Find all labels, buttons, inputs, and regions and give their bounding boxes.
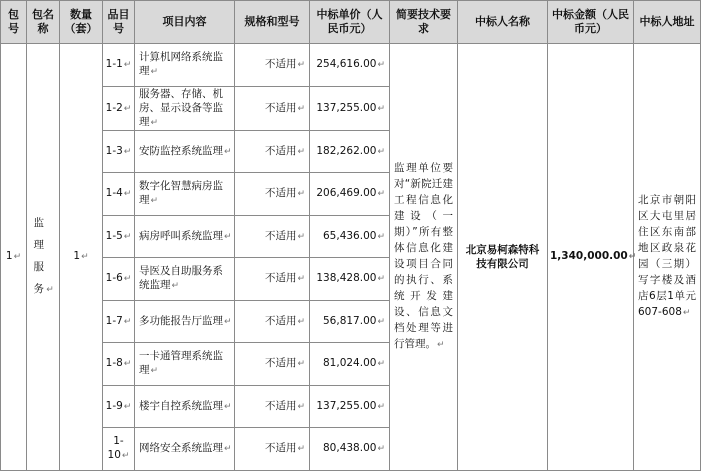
item-content-cell [135, 173, 235, 216]
cell-mark: ↵ [121, 451, 130, 462]
cell-mark: ↵ [297, 316, 305, 327]
cell-mark: ↵ [123, 359, 132, 370]
cell-mark: ↵ [377, 359, 385, 370]
tech-req-cell [390, 44, 458, 471]
cell-mark: ↵ [297, 103, 305, 114]
item-price: 56,817.00 [323, 314, 377, 327]
winner-name-cell [458, 44, 548, 471]
header-item-content: 项目内容 [135, 1, 235, 44]
item-content-cell [135, 86, 235, 130]
cell-mark: ↵ [377, 146, 385, 157]
cell-mark: ↵ [224, 316, 232, 327]
cell-mark: ↵ [123, 60, 132, 71]
cell-mark: ↵ [150, 117, 159, 128]
package-name-cell [27, 44, 60, 471]
price-cell [310, 343, 390, 386]
header-quantity: 数量（套） [60, 1, 103, 44]
item-no: 1-8 [105, 357, 123, 370]
winner-address: 北京市朝阳区大屯里居住区东南部地区政泉花园（三期）写字楼及酒店6层1单元607-608 [638, 194, 696, 319]
cell-mark: ↵ [377, 274, 385, 285]
cell-mark: ↵ [123, 189, 132, 200]
cell-mark: ↵ [377, 444, 385, 455]
winner-address-cell [634, 44, 701, 471]
cell-mark: ↵ [123, 316, 132, 327]
header-winner-address: 中标人地址 [634, 1, 701, 44]
item-spec: 不适用 [264, 357, 297, 370]
item-content-cell [135, 385, 235, 428]
header-unit-price: 中标单价（人民币元） [310, 1, 390, 44]
spec-cell [235, 86, 310, 130]
item-content: 一卡通管理系统监理 [139, 350, 223, 377]
item-no: 1-6 [105, 272, 123, 285]
item-content: 导医及自助服务系统监理 [139, 265, 223, 292]
price-cell [310, 86, 390, 130]
item-no-cell [103, 173, 135, 216]
header-amount: 中标金额（人民币元） [548, 1, 634, 44]
cell-mark: ↵ [123, 401, 132, 412]
item-no: 1-1 [105, 58, 123, 71]
cell-mark: ↵ [224, 146, 232, 157]
cell-mark: ↵ [123, 231, 132, 242]
package-no-cell [1, 44, 27, 471]
item-spec: 不适用 [264, 187, 297, 200]
tech-req: 监理单位要对“新院迁建工程信息化建设（一期）”所有整体信息化建设项目合同的执行、系统开发建设、信息文档处理等进行管理。 [394, 162, 453, 351]
item-price: 138,428.00 [316, 272, 377, 285]
item-spec: 不适用 [264, 272, 297, 285]
item-content-cell [135, 343, 235, 386]
price-cell [310, 428, 390, 471]
package-no: 1 [5, 250, 13, 263]
item-no: 1-4 [105, 187, 123, 200]
item-price: 182,262.00 [316, 144, 377, 157]
spec-cell [235, 130, 310, 173]
item-content: 网络安全系统监理 [139, 442, 223, 455]
cell-mark: ↵ [377, 103, 385, 114]
item-no: 1-2 [105, 101, 123, 114]
cell-mark: ↵ [123, 274, 132, 285]
item-no-cell [103, 130, 135, 173]
item-content: 楼宇自控系统监理 [139, 399, 223, 412]
item-no-cell [103, 44, 135, 87]
item-no-cell [103, 343, 135, 386]
item-price: 254,616.00 [316, 58, 377, 71]
quantity-cell [60, 44, 103, 471]
price-cell [310, 258, 390, 301]
table-body [1, 44, 701, 471]
item-spec: 不适用 [264, 399, 297, 412]
cell-mark: ↵ [377, 231, 385, 242]
item-spec: 不适用 [264, 58, 297, 71]
cell-mark: ↵ [297, 60, 305, 71]
amount-cell [548, 44, 637, 471]
price-cell [310, 173, 390, 216]
cell-mark: ↵ [297, 401, 305, 412]
cell-mark: ↵ [377, 189, 385, 200]
cell-mark: ↵ [377, 401, 385, 412]
cell-mark: ↵ [297, 359, 305, 370]
cell-mark: ↵ [171, 281, 180, 292]
item-no-cell [103, 428, 135, 471]
package-name: 监理服务 [33, 217, 44, 296]
cell-mark: ↵ [123, 146, 132, 157]
item-content: 病房呼叫系统监理 [139, 229, 223, 242]
cell-mark: ↵ [150, 366, 159, 377]
header-row [1, 1, 701, 44]
item-price: 137,255.00 [316, 399, 377, 412]
item-price: 137,255.00 [316, 101, 377, 114]
spec-cell [235, 258, 310, 301]
cell-mark: ↵ [297, 231, 305, 242]
item-price: 206,469.00 [316, 187, 377, 200]
item-no-cell [103, 385, 135, 428]
item-spec: 不适用 [264, 229, 297, 242]
item-content: 安防监控系统监理 [139, 144, 223, 157]
item-content-cell [135, 428, 235, 471]
spec-cell [235, 173, 310, 216]
item-price: 81,024.00 [323, 357, 377, 370]
cell-mark: ↵ [81, 252, 89, 263]
header-spec-model: 规格和型号 [235, 1, 310, 44]
cell-mark: ↵ [13, 252, 22, 263]
item-no: 1-3 [105, 144, 123, 157]
item-content-cell [135, 215, 235, 258]
item-no: 1-7 [105, 314, 123, 327]
cell-mark: ↵ [437, 340, 445, 351]
price-cell [310, 130, 390, 173]
item-no-cell [103, 86, 135, 130]
cell-mark: ↵ [377, 316, 385, 327]
item-no-cell [103, 258, 135, 301]
cell-mark: ↵ [150, 196, 159, 207]
item-no: 1-5 [105, 229, 123, 242]
header-package-no: 包号 [1, 1, 27, 44]
cell-mark: ↵ [297, 146, 305, 157]
cell-mark: ↵ [297, 274, 305, 285]
item-no-cell [103, 215, 135, 258]
cell-mark: ↵ [224, 231, 232, 242]
item-no: 1-9 [105, 399, 123, 412]
cell-mark: ↵ [628, 252, 637, 263]
cell-mark: ↵ [297, 444, 305, 455]
item-content: 多功能报告厅监理 [139, 314, 223, 327]
cell-mark: ↵ [377, 60, 385, 71]
cell-mark: ↵ [46, 285, 54, 296]
item-content: 服务器、存储、机房、显示设备等监理 [139, 87, 223, 128]
item-spec: 不适用 [264, 314, 297, 327]
header-package-name: 包名称 [27, 1, 60, 44]
cell-mark: ↵ [297, 189, 305, 200]
item-content: 数字化智慧病房监理 [139, 180, 223, 207]
price-cell [310, 385, 390, 428]
header-winner-name: 中标人名称 [458, 1, 548, 44]
price-cell [310, 215, 390, 258]
item-spec: 不适用 [264, 144, 297, 157]
cell-mark: ↵ [150, 67, 159, 78]
item-content-cell [135, 258, 235, 301]
item-price: 65,436.00 [323, 229, 377, 242]
header-tech-req: 简要技术要求 [390, 1, 458, 44]
item-price: 80,438.00 [323, 442, 377, 455]
cell-mark: ↵ [224, 444, 232, 455]
cell-mark: ↵ [682, 308, 691, 319]
spec-cell [235, 44, 310, 87]
spec-cell [235, 428, 310, 471]
item-content-cell [135, 300, 235, 343]
spec-cell [235, 385, 310, 428]
item-no-cell [103, 300, 135, 343]
item-content-cell [135, 130, 235, 173]
cell-mark: ↵ [224, 401, 232, 412]
item-content: 计算机网络系统监理 [139, 51, 223, 78]
quantity: 1 [73, 250, 81, 263]
spec-cell [235, 343, 310, 386]
spec-cell [235, 300, 310, 343]
amount: 1,340,000.00 [550, 250, 628, 263]
spec-cell [235, 215, 310, 258]
item-spec: 不适用 [264, 101, 297, 114]
item-content-cell [135, 44, 235, 87]
cell-mark: ↵ [123, 103, 132, 114]
item-no: 1-10 [107, 435, 124, 462]
item-spec: 不适用 [264, 442, 297, 455]
price-cell [310, 44, 390, 87]
winner-name: 北京易柯森特科技有限公司 [465, 243, 540, 270]
header-item-no: 品目号 [103, 1, 135, 44]
table-row [1, 44, 701, 87]
price-cell [310, 300, 390, 343]
